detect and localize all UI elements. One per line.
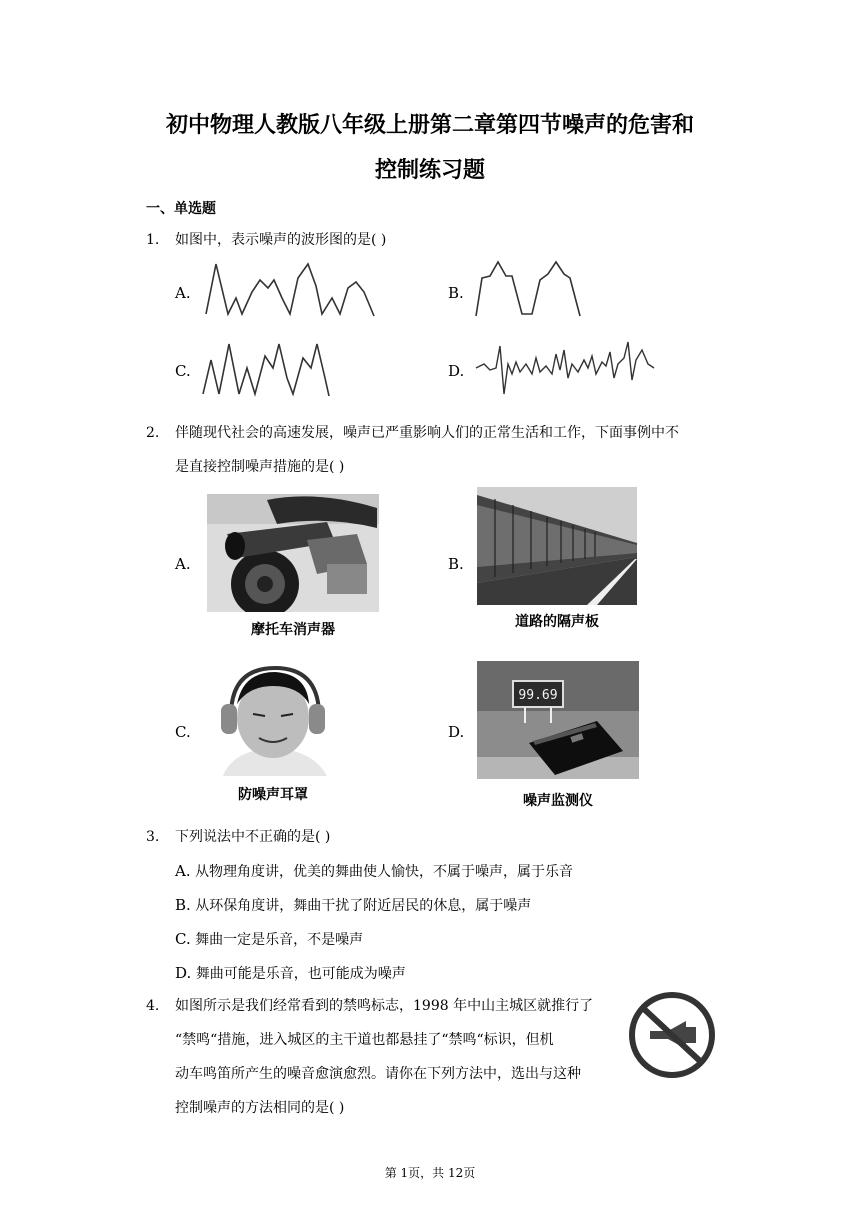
q3-option-d-letter: D. [175, 964, 192, 982]
q3-option-d-text: 舞曲可能是乐音，也可能成为噪声 [195, 966, 406, 982]
q1-option-b-label: B. [448, 284, 464, 302]
section-heading: 一、单选题 [146, 201, 216, 217]
q1-option-d-label: D. [448, 362, 465, 380]
q4-text-line1: 如图所示是我们经常看到的禁鸣标志，1998 年中山主城区就推行了 [175, 998, 594, 1014]
q3-option-b-letter: B. [175, 896, 191, 914]
q3-option-c-text: 舞曲一定是乐音，不是噪声 [195, 932, 364, 948]
q2-caption-d: 噪声监测仪 [523, 793, 593, 809]
q1-option-c-label: C. [175, 362, 191, 380]
q2-caption-b: 道路的隔声板 [515, 614, 599, 630]
q2-number: 2. [146, 425, 160, 441]
q2-caption-c: 防噪声耳罩 [238, 787, 308, 803]
q1-waveform-d [474, 334, 658, 404]
q4-number: 4. [146, 998, 160, 1014]
q3-option-d [175, 966, 406, 981]
q1-text: 如图中，表示噪声的波形图的是( ) [175, 232, 387, 248]
q2-option-a-label: A. [175, 555, 191, 573]
q2-text-line2: 是直接控制噪声措施的是( ) [175, 459, 345, 475]
q1-waveform-a [204, 258, 376, 322]
noise-monitor-image [477, 661, 639, 779]
ear-muff-image [203, 664, 343, 776]
q3-option-a [175, 864, 573, 879]
q1-option-a-label: A. [175, 284, 191, 302]
title-line-2: 控制练习题 [374, 158, 485, 183]
road-noise-barrier-image [477, 487, 637, 605]
q2-option-c-label: C. [175, 723, 191, 741]
title-line-1: 初中物理人教版八年级上册第二章第四节噪声的危害和 [165, 113, 694, 138]
q3-option-a-letter: A. [175, 862, 191, 880]
q3-option-b-text: 从环保角度讲，舞曲干扰了附近居民的休息，属于噪声 [195, 898, 532, 914]
q1-waveform-b [472, 258, 586, 322]
monitor-readout: 99.69 [518, 688, 558, 703]
q2-option-d-label: D. [448, 723, 465, 741]
q4-text-line3: 动车鸣笛所产生的噪音愈演愈烈。请你在下列方法中，选出与这种 [175, 1066, 581, 1082]
q1-number: 1. [146, 232, 160, 248]
q3-option-c [175, 932, 363, 947]
page-footer: 第 1页，共 12页 [384, 1166, 476, 1180]
q1-waveform-c [201, 338, 331, 400]
q2-option-b-label: B. [448, 555, 464, 573]
q4-text-line4: 控制噪声的方法相同的是( ) [175, 1100, 345, 1116]
no-horn-sign-icon [628, 991, 716, 1079]
q3-option-c-letter: C. [175, 930, 191, 948]
q3-option-b [175, 898, 531, 913]
q3-text: 下列说法中不正确的是( ) [175, 829, 331, 845]
q3-option-a-text: 从物理角度讲，优美的舞曲使人愉快，不属于噪声，属于乐音 [195, 864, 574, 880]
q4-text-line2: “禁鸣“措施，进入城区的主干道也都悬挂了“禁鸣“标识，但机 [175, 1032, 554, 1048]
q2-text-line1: 伴随现代社会的高速发展，噪声已严重影响人们的正常生活和工作，下面事例中不 [175, 425, 679, 441]
q2-caption-a: 摩托车消声器 [251, 622, 335, 638]
q3-number: 3. [146, 829, 160, 845]
motorcycle-muffler-image [207, 494, 379, 612]
